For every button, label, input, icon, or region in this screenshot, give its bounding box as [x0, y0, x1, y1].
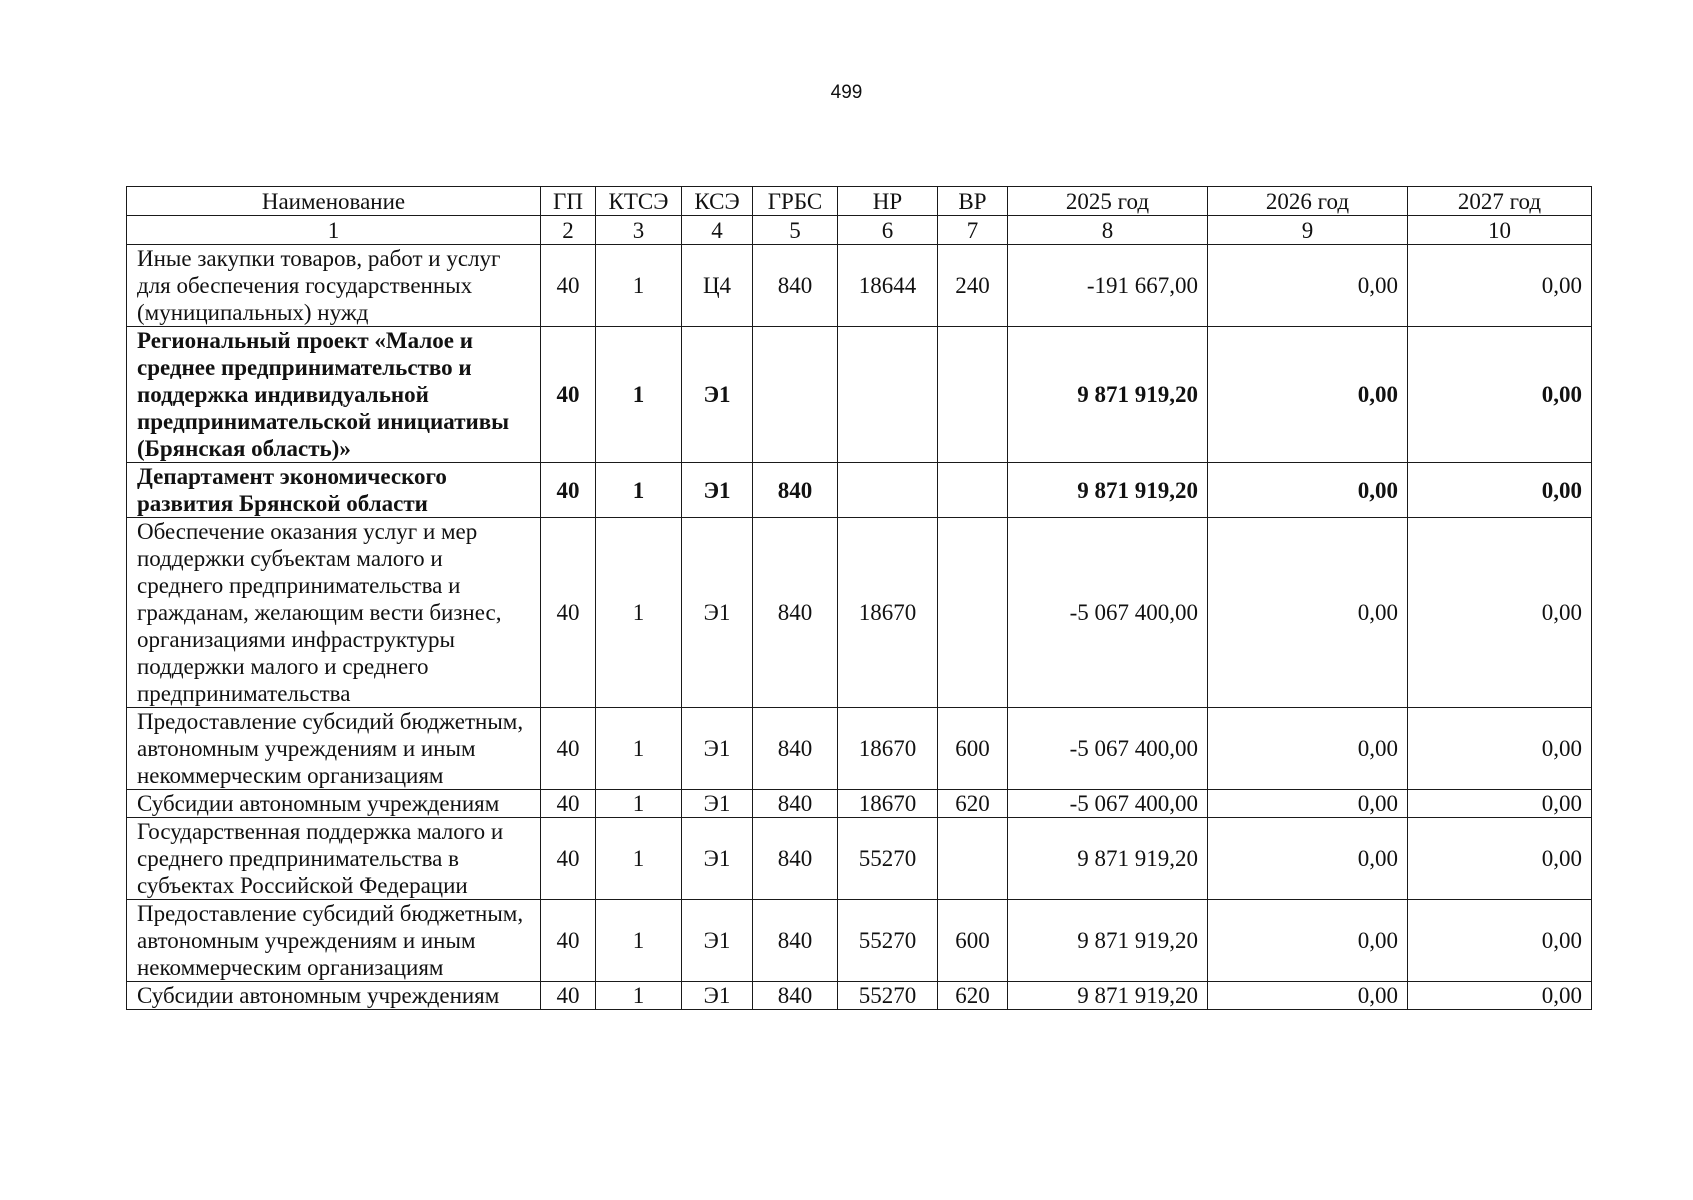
- cell-ktse: 1: [596, 818, 682, 900]
- cell-ktse: 1: [596, 463, 682, 518]
- cell-kse: Э1: [682, 790, 753, 818]
- cell-2025: -191 667,00: [1008, 245, 1208, 327]
- column-number: 2: [541, 216, 596, 245]
- cell-nr: [838, 327, 938, 463]
- header-2026: 2026 год: [1208, 187, 1408, 216]
- cell-2026: 0,00: [1208, 818, 1408, 900]
- cell-gp: 40: [541, 463, 596, 518]
- cell-kse: Ц4: [682, 245, 753, 327]
- table-row: [127, 463, 1592, 518]
- table-body: [127, 187, 1592, 1010]
- table-row: [127, 790, 1592, 818]
- cell-2026: 0,00: [1208, 982, 1408, 1010]
- header-ktse: КТСЭ: [596, 187, 682, 216]
- cell-2027: 0,00: [1408, 982, 1592, 1010]
- cell-gp: 40: [541, 982, 596, 1010]
- cell-grbs: 840: [753, 463, 838, 518]
- cell-kse: Э1: [682, 818, 753, 900]
- table-row: [127, 900, 1592, 982]
- header-2025: 2025 год: [1008, 187, 1208, 216]
- table-row: [127, 982, 1592, 1010]
- cell-kse: Э1: [682, 708, 753, 790]
- table-row: [127, 708, 1592, 790]
- header-gp: ГП: [541, 187, 596, 216]
- cell-2025: -5 067 400,00: [1008, 790, 1208, 818]
- cell-name: Обеспечение оказания услуг и мер поддержки субъектам малого и среднего предпринимательства и гражданам, желающим вести бизнес, организациями инфраструктуры поддержки малого и среднего предпринимательства: [127, 518, 541, 708]
- header-kse: КСЭ: [682, 187, 753, 216]
- cell-vr: 600: [938, 708, 1008, 790]
- cell-grbs: 840: [753, 818, 838, 900]
- column-number: 5: [753, 216, 838, 245]
- cell-grbs: [753, 327, 838, 463]
- cell-ktse: 1: [596, 245, 682, 327]
- cell-kse: Э1: [682, 982, 753, 1010]
- cell-2025: 9 871 919,20: [1008, 982, 1208, 1010]
- column-number: 10: [1408, 216, 1592, 245]
- cell-2026: 0,00: [1208, 708, 1408, 790]
- cell-2027: 0,00: [1408, 518, 1592, 708]
- cell-grbs: 840: [753, 518, 838, 708]
- cell-2027: 0,00: [1408, 463, 1592, 518]
- cell-2027: 0,00: [1408, 818, 1592, 900]
- header-row: [127, 187, 1592, 216]
- cell-2026: 0,00: [1208, 463, 1408, 518]
- cell-nr: 55270: [838, 818, 938, 900]
- table-row: [127, 518, 1592, 708]
- column-number: 1: [127, 216, 541, 245]
- cell-nr: 55270: [838, 900, 938, 982]
- budget-table: [126, 186, 1592, 1010]
- cell-vr: [938, 327, 1008, 463]
- cell-name: Субсидии автономным учреждениям: [127, 982, 541, 1010]
- cell-2026: 0,00: [1208, 518, 1408, 708]
- cell-2026: 0,00: [1208, 790, 1408, 818]
- cell-gp: 40: [541, 708, 596, 790]
- cell-vr: 620: [938, 790, 1008, 818]
- cell-gp: 40: [541, 327, 596, 463]
- cell-name: Субсидии автономным учреждениям: [127, 790, 541, 818]
- cell-2026: 0,00: [1208, 245, 1408, 327]
- column-number: 6: [838, 216, 938, 245]
- cell-grbs: 840: [753, 245, 838, 327]
- cell-ktse: 1: [596, 518, 682, 708]
- cell-kse: Э1: [682, 900, 753, 982]
- cell-nr: 55270: [838, 982, 938, 1010]
- cell-vr: [938, 518, 1008, 708]
- table-row: [127, 245, 1592, 327]
- page-number: 499: [830, 82, 863, 103]
- cell-2025: 9 871 919,20: [1008, 900, 1208, 982]
- column-number: 8: [1008, 216, 1208, 245]
- header-vr: ВР: [938, 187, 1008, 216]
- cell-vr: 600: [938, 900, 1008, 982]
- header-grbs: ГРБС: [753, 187, 838, 216]
- cell-gp: 40: [541, 518, 596, 708]
- cell-vr: 620: [938, 982, 1008, 1010]
- cell-nr: 18670: [838, 790, 938, 818]
- column-number-row: [127, 216, 1592, 245]
- cell-kse: Э1: [682, 463, 753, 518]
- column-number: 7: [938, 216, 1008, 245]
- cell-2027: 0,00: [1408, 790, 1592, 818]
- cell-2025: -5 067 400,00: [1008, 708, 1208, 790]
- table-row: [127, 818, 1592, 900]
- cell-gp: 40: [541, 790, 596, 818]
- cell-ktse: 1: [596, 708, 682, 790]
- cell-ktse: 1: [596, 327, 682, 463]
- table-row: [127, 327, 1592, 463]
- cell-grbs: 840: [753, 900, 838, 982]
- cell-grbs: 840: [753, 790, 838, 818]
- cell-2027: 0,00: [1408, 900, 1592, 982]
- cell-2027: 0,00: [1408, 245, 1592, 327]
- column-number: 9: [1208, 216, 1408, 245]
- cell-nr: [838, 463, 938, 518]
- cell-name: Иные закупки товаров, работ и услуг для обеспечения государственных (муниципальных) нужд: [127, 245, 541, 327]
- cell-2026: 0,00: [1208, 900, 1408, 982]
- cell-2025: -5 067 400,00: [1008, 518, 1208, 708]
- cell-kse: Э1: [682, 518, 753, 708]
- cell-name: Предоставление субсидий бюджетным, автономным учреждениям и иным некоммерческим организациям: [127, 708, 541, 790]
- cell-name: Государственная поддержка малого и среднего предпринимательства в субъектах Российской Федерации: [127, 818, 541, 900]
- cell-2027: 0,00: [1408, 708, 1592, 790]
- cell-gp: 40: [541, 818, 596, 900]
- cell-2027: 0,00: [1408, 327, 1592, 463]
- cell-name: Предоставление субсидий бюджетным, автономным учреждениям и иным некоммерческим организациям: [127, 900, 541, 982]
- cell-2025: 9 871 919,20: [1008, 327, 1208, 463]
- cell-grbs: 840: [753, 708, 838, 790]
- header-2027: 2027 год: [1408, 187, 1592, 216]
- cell-name: Региональный проект «Малое и среднее предпринимательство и поддержка индивидуальной предпринимательской инициативы (Брянская область)»: [127, 327, 541, 463]
- cell-nr: 18670: [838, 708, 938, 790]
- cell-vr: [938, 463, 1008, 518]
- cell-ktse: 1: [596, 900, 682, 982]
- column-number: 3: [596, 216, 682, 245]
- cell-2025: 9 871 919,20: [1008, 818, 1208, 900]
- header-name: Наименование: [127, 187, 541, 216]
- cell-2026: 0,00: [1208, 327, 1408, 463]
- cell-ktse: 1: [596, 790, 682, 818]
- cell-nr: 18670: [838, 518, 938, 708]
- cell-grbs: 840: [753, 982, 838, 1010]
- column-number: 4: [682, 216, 753, 245]
- cell-kse: Э1: [682, 327, 753, 463]
- header-nr: НР: [838, 187, 938, 216]
- cell-vr: 240: [938, 245, 1008, 327]
- cell-gp: 40: [541, 900, 596, 982]
- cell-2025: 9 871 919,20: [1008, 463, 1208, 518]
- cell-nr: 18644: [838, 245, 938, 327]
- cell-ktse: 1: [596, 982, 682, 1010]
- cell-vr: [938, 818, 1008, 900]
- cell-gp: 40: [541, 245, 596, 327]
- cell-name: Департамент экономического развития Брянской области: [127, 463, 541, 518]
